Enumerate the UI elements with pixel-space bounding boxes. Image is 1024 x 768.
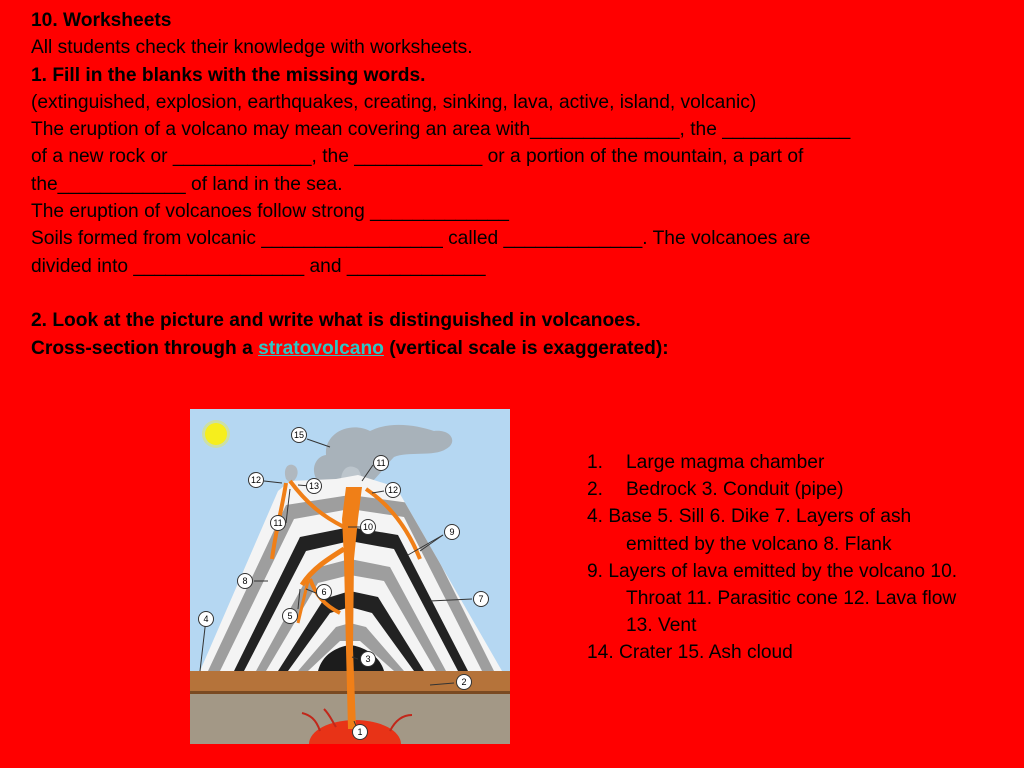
fill-blank-line: The eruption of a volcano may mean covering an area with______________, the ____________ <box>31 119 851 141</box>
callout-13 <box>307 479 322 494</box>
callout-4 <box>199 612 214 627</box>
callout-1 <box>353 725 368 740</box>
callout-text: 11 <box>376 458 386 468</box>
legend-item <box>587 449 967 476</box>
callout-text: 12 <box>250 475 262 485</box>
callout-5 <box>283 609 298 624</box>
callout-8 <box>238 574 253 589</box>
word-bank: (extinguished, explosion, earthquakes, creating, sinking, lava, active, island, volcanic) <box>31 91 757 113</box>
callout-2 <box>457 675 472 690</box>
callout-text: 8 <box>242 576 248 586</box>
callout-text: 2 <box>461 677 467 687</box>
stratovolcano-diagram <box>190 409 510 744</box>
legend-text: Large magma chamber <box>626 452 825 473</box>
callout-text: 12 <box>387 485 399 495</box>
callout-text: 6 <box>321 587 327 597</box>
callout-text: 11 <box>273 518 283 528</box>
callout-text: 9 <box>449 527 455 537</box>
callout-text: 1 <box>357 727 363 737</box>
legend-item: 14. Crater 15. Ash cloud <box>587 642 793 664</box>
figure-legend <box>587 449 967 667</box>
fill-blank-line: Soils formed from volcanic _________________ called _____________. The volcanoes are <box>31 228 811 250</box>
callout-3 <box>361 652 376 667</box>
fill-blank-line: divided into ________________ and _____________ <box>31 255 486 277</box>
callout-11 <box>271 516 286 531</box>
fill-blank-line: the____________ of land in the sea. <box>31 173 343 195</box>
sun-glow <box>202 420 230 448</box>
callout-12b <box>386 483 401 498</box>
caption-prefix: Cross-section through a <box>31 337 259 359</box>
callout-text: 4 <box>203 614 209 624</box>
legend-number: 2. <box>587 479 604 501</box>
fill-blank-line: of a new rock or _____________, the ____________ or a portion of the mountain, a part of <box>31 146 804 168</box>
worksheet-intro: All students check their knowledge with worksheets. <box>31 37 473 59</box>
task1-title: 1. Fill in the blanks with the missing words. <box>31 64 426 86</box>
callout-15 <box>292 428 307 443</box>
worksheet-text <box>31 7 1016 362</box>
legend-item: 4. Base 5. Sill 6. Dike 7. Layers of ash emitted by the volcano 8. Flank <box>587 506 912 555</box>
stratovolcano-link[interactable]: stratovolcano <box>258 337 384 359</box>
callout-12a <box>249 473 264 488</box>
worksheet-heading: 10. Worksheets <box>31 10 172 31</box>
legend-number: 1. <box>587 452 604 473</box>
callout-text: 10 <box>362 522 374 532</box>
callout-text: 15 <box>293 430 305 440</box>
legend-text: Bedrock 3. Conduit (pipe) <box>626 479 844 501</box>
fill-blank-line: The eruption of volcanoes follow strong _____________ <box>31 201 509 223</box>
legend-item <box>587 476 967 503</box>
callout-14 <box>374 456 389 471</box>
volcano-cross-section <box>190 409 510 744</box>
legend-item: 9. Layers of lava emitted by the volcano 10. Throat 11. Parasitic cone 12. Lava flow 13. Vent <box>587 560 958 637</box>
task2-title: 2. Look at the picture and write what is distinguished in volcanoes. <box>31 310 641 332</box>
callout-10 <box>361 520 376 535</box>
callout-text: 7 <box>478 594 484 604</box>
spacer <box>31 280 1016 307</box>
callout-text: 5 <box>287 611 293 621</box>
callout-7 <box>474 592 489 607</box>
callout-text: 3 <box>365 654 371 664</box>
caption-suffix: (vertical scale is exaggerated): <box>383 337 669 359</box>
callout-9 <box>445 525 460 540</box>
callout-6 <box>317 585 332 600</box>
callout-text: 13 <box>308 481 320 491</box>
figure-caption <box>31 335 1016 362</box>
